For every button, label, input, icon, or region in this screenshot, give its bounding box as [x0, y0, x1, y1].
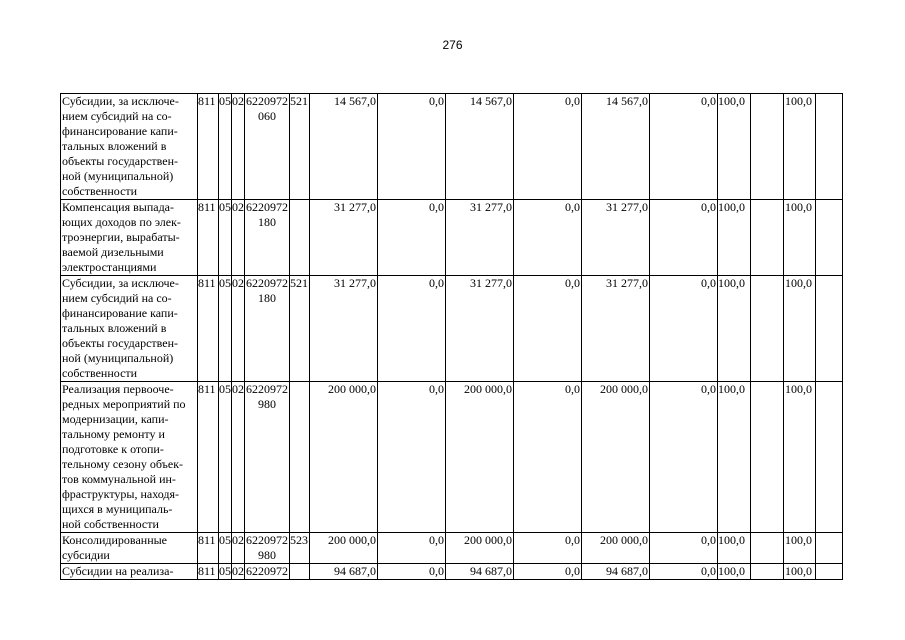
grbs-code-cell: 811 [198, 382, 219, 533]
row-name-line: объекты государствен- [62, 154, 178, 168]
pr-code-cell: 02 [232, 94, 245, 200]
rz-code-cell: 05 [219, 564, 231, 578]
row-name-line: объекты государствен- [62, 336, 178, 350]
table-row [61, 564, 843, 580]
table-row [61, 533, 843, 564]
amount-cell-1: 31 277,0 [310, 200, 378, 276]
row-name-line: финансирование капи- [62, 124, 178, 138]
empty-cell [816, 564, 843, 580]
vr-code-cell [290, 564, 310, 580]
vr-code-cell: 521 [290, 94, 310, 200]
row-name-line: троэнергии, вырабаты- [62, 230, 180, 244]
csr-code-line: 6220972 [246, 533, 288, 547]
amount-cell-3: 200 000,0 [446, 382, 514, 533]
amount-cell-6: 0,0 [650, 200, 718, 276]
amount-cell-3: 31 277,0 [446, 276, 514, 382]
amount-cell-6: 0,0 [650, 564, 718, 580]
row-name-line: подготовке к отопи- [62, 442, 164, 456]
percent-cell-2: 100,0 [784, 382, 816, 533]
row-name-line: тальных вложений в [62, 139, 167, 153]
row-name-line: щихся в муниципаль- [62, 502, 173, 516]
amount-cell-1: 94 687,0 [310, 564, 378, 580]
percent-cell-2: 100,0 [784, 564, 816, 580]
empty-cell [816, 200, 843, 276]
row-name-line: ной собственности [62, 517, 159, 531]
amount-cell-3: 14 567,0 [446, 94, 514, 200]
row-name-line: ной (муниципальной) [62, 169, 174, 183]
percent-cell-1: 100,0 [718, 276, 751, 382]
empty-cell [751, 533, 784, 564]
empty-cell [816, 382, 843, 533]
csr-code-line: 6220972 [246, 94, 288, 108]
amount-cell-3: 200 000,0 [446, 533, 514, 564]
vr-code-cell: 523 [290, 533, 310, 564]
percent-cell-2: 100,0 [784, 276, 816, 382]
csr-code-line: 980 [258, 397, 276, 411]
csr-code-cell [245, 94, 290, 200]
csr-code-cell [245, 564, 290, 580]
grbs-code-cell: 811 [198, 564, 219, 580]
budget-table [60, 93, 843, 580]
pr-code-cell: 02 [232, 200, 245, 276]
row-name-cell [61, 533, 198, 564]
empty-cell [751, 276, 784, 382]
empty-cell [816, 533, 843, 564]
pr-code-cell: 02 [232, 382, 245, 533]
csr-code-cell [245, 200, 290, 276]
amount-cell-1: 200 000,0 [310, 533, 378, 564]
row-name-line: тальных вложений в [62, 321, 167, 335]
row-name-line: собственности [62, 184, 138, 198]
amount-cell-1: 31 277,0 [310, 276, 378, 382]
amount-cell-4: 0,0 [514, 200, 582, 276]
grbs-code-cell: 811 [198, 200, 219, 276]
empty-cell [816, 276, 843, 382]
row-name-cell [61, 94, 198, 200]
amount-cell-2: 0,0 [378, 533, 446, 564]
row-name-line: нием субсидий на со- [62, 109, 172, 123]
pr-code-cell: 02 [232, 564, 244, 578]
amount-cell-5: 200 000,0 [582, 382, 650, 533]
row-name-line: фраструктуры, находя- [62, 487, 180, 501]
row-name-cell [61, 382, 198, 533]
row-name-line: Субсидии, за исключе- [62, 94, 179, 108]
amount-cell-4: 0,0 [514, 533, 582, 564]
vr-code-cell [290, 200, 310, 276]
row-name-line: собственности [62, 366, 138, 380]
empty-cell [751, 382, 784, 533]
percent-cell-2: 100,0 [784, 200, 816, 276]
amount-cell-4: 0,0 [514, 94, 582, 200]
pr-code-cell: 02 [232, 533, 245, 564]
amount-cell-6: 0,0 [650, 382, 718, 533]
csr-code-line: 6220972 [246, 200, 288, 214]
percent-cell-1: 100,0 [718, 94, 751, 200]
row-name-line: ваемой дизельными [62, 245, 164, 259]
amount-cell-5: 14 567,0 [582, 94, 650, 200]
csr-code-line: 060 [258, 109, 276, 123]
rz-code-cell: 05 [219, 200, 232, 276]
csr-code-cell [245, 276, 290, 382]
row-name-line: Компенсация выпада- [62, 200, 175, 214]
row-name-line: субсидии [62, 548, 110, 562]
percent-cell-2: 100,0 [784, 94, 816, 200]
table-row [61, 94, 843, 200]
percent-cell-2: 100,0 [784, 533, 816, 564]
empty-cell [751, 94, 784, 200]
table-row [61, 200, 843, 276]
table-row [61, 382, 843, 533]
row-name-cell [61, 200, 198, 276]
amount-cell-3: 31 277,0 [446, 200, 514, 276]
amount-cell-3: 94 687,0 [446, 564, 514, 580]
amount-cell-2: 0,0 [378, 382, 446, 533]
rz-code-cell: 05 [219, 382, 232, 533]
csr-code-cell [245, 382, 290, 533]
amount-cell-1: 200 000,0 [310, 382, 378, 533]
percent-cell-1: 100,0 [718, 533, 751, 564]
csr-code-line: 6220972 [246, 382, 288, 396]
row-name-line: Субсидии, за исключе- [62, 276, 179, 290]
rz-code-cell: 05 [219, 276, 232, 382]
percent-cell-1: 100,0 [718, 200, 751, 276]
vr-code-cell: 521 [290, 276, 310, 382]
amount-cell-4: 0,0 [514, 564, 582, 580]
amount-cell-2: 0,0 [378, 564, 446, 580]
amount-cell-4: 0,0 [514, 276, 582, 382]
rz-code-cell: 05 [219, 533, 232, 564]
row-name-cell [61, 564, 198, 580]
row-name-line: электростанциями [62, 260, 157, 274]
amount-cell-6: 0,0 [650, 533, 718, 564]
table-body [61, 94, 843, 580]
row-name-line: модернизации, капи- [62, 412, 169, 426]
row-name-line: тальному ремонту и [62, 427, 165, 441]
grbs-code-cell: 811 [198, 533, 219, 564]
table-row [61, 276, 843, 382]
amount-cell-5: 31 277,0 [582, 200, 650, 276]
row-name-line: редных мероприятий по [62, 397, 186, 411]
row-name-line: ющих доходов по элек- [62, 215, 181, 229]
pr-code-cell: 02 [232, 276, 245, 382]
amount-cell-4: 0,0 [514, 382, 582, 533]
amount-cell-6: 0,0 [650, 94, 718, 200]
csr-code-line: 180 [258, 215, 276, 229]
amount-cell-5: 200 000,0 [582, 533, 650, 564]
row-name-cell [61, 276, 198, 382]
amount-cell-5: 31 277,0 [582, 276, 650, 382]
row-name-line: нием субсидий на со- [62, 291, 172, 305]
amount-cell-1: 14 567,0 [310, 94, 378, 200]
row-name-line: тельному сезону объек- [62, 457, 184, 471]
row-name-line: Субсидии на реализа- [62, 564, 174, 578]
csr-code-cell [245, 533, 290, 564]
vr-code-cell [290, 382, 310, 533]
amount-cell-2: 0,0 [378, 94, 446, 200]
csr-code-line: 980 [258, 548, 276, 562]
amount-cell-6: 0,0 [650, 276, 718, 382]
csr-code-line: 6220972 [246, 564, 288, 578]
amount-cell-2: 0,0 [378, 200, 446, 276]
row-name-line: финансирование капи- [62, 306, 178, 320]
empty-cell [751, 564, 784, 580]
csr-code-line: 6220972 [246, 276, 288, 290]
row-name-line: Консолидированные [62, 533, 167, 547]
percent-cell-1: 100,0 [718, 382, 751, 533]
empty-cell [751, 200, 784, 276]
row-name-line: ной (муниципальной) [62, 351, 174, 365]
grbs-code-cell: 811 [198, 276, 219, 382]
percent-cell-1: 100,0 [718, 564, 751, 580]
page-number: 276 [442, 38, 463, 52]
row-name-line: Реализация первооче- [62, 382, 174, 396]
csr-code-line: 180 [258, 291, 276, 305]
amount-cell-5: 94 687,0 [582, 564, 650, 580]
amount-cell-2: 0,0 [378, 276, 446, 382]
empty-cell [816, 94, 843, 200]
row-name-line: тов коммунальной ин- [62, 472, 176, 486]
grbs-code-cell: 811 [198, 94, 219, 200]
rz-code-cell: 05 [219, 94, 232, 200]
